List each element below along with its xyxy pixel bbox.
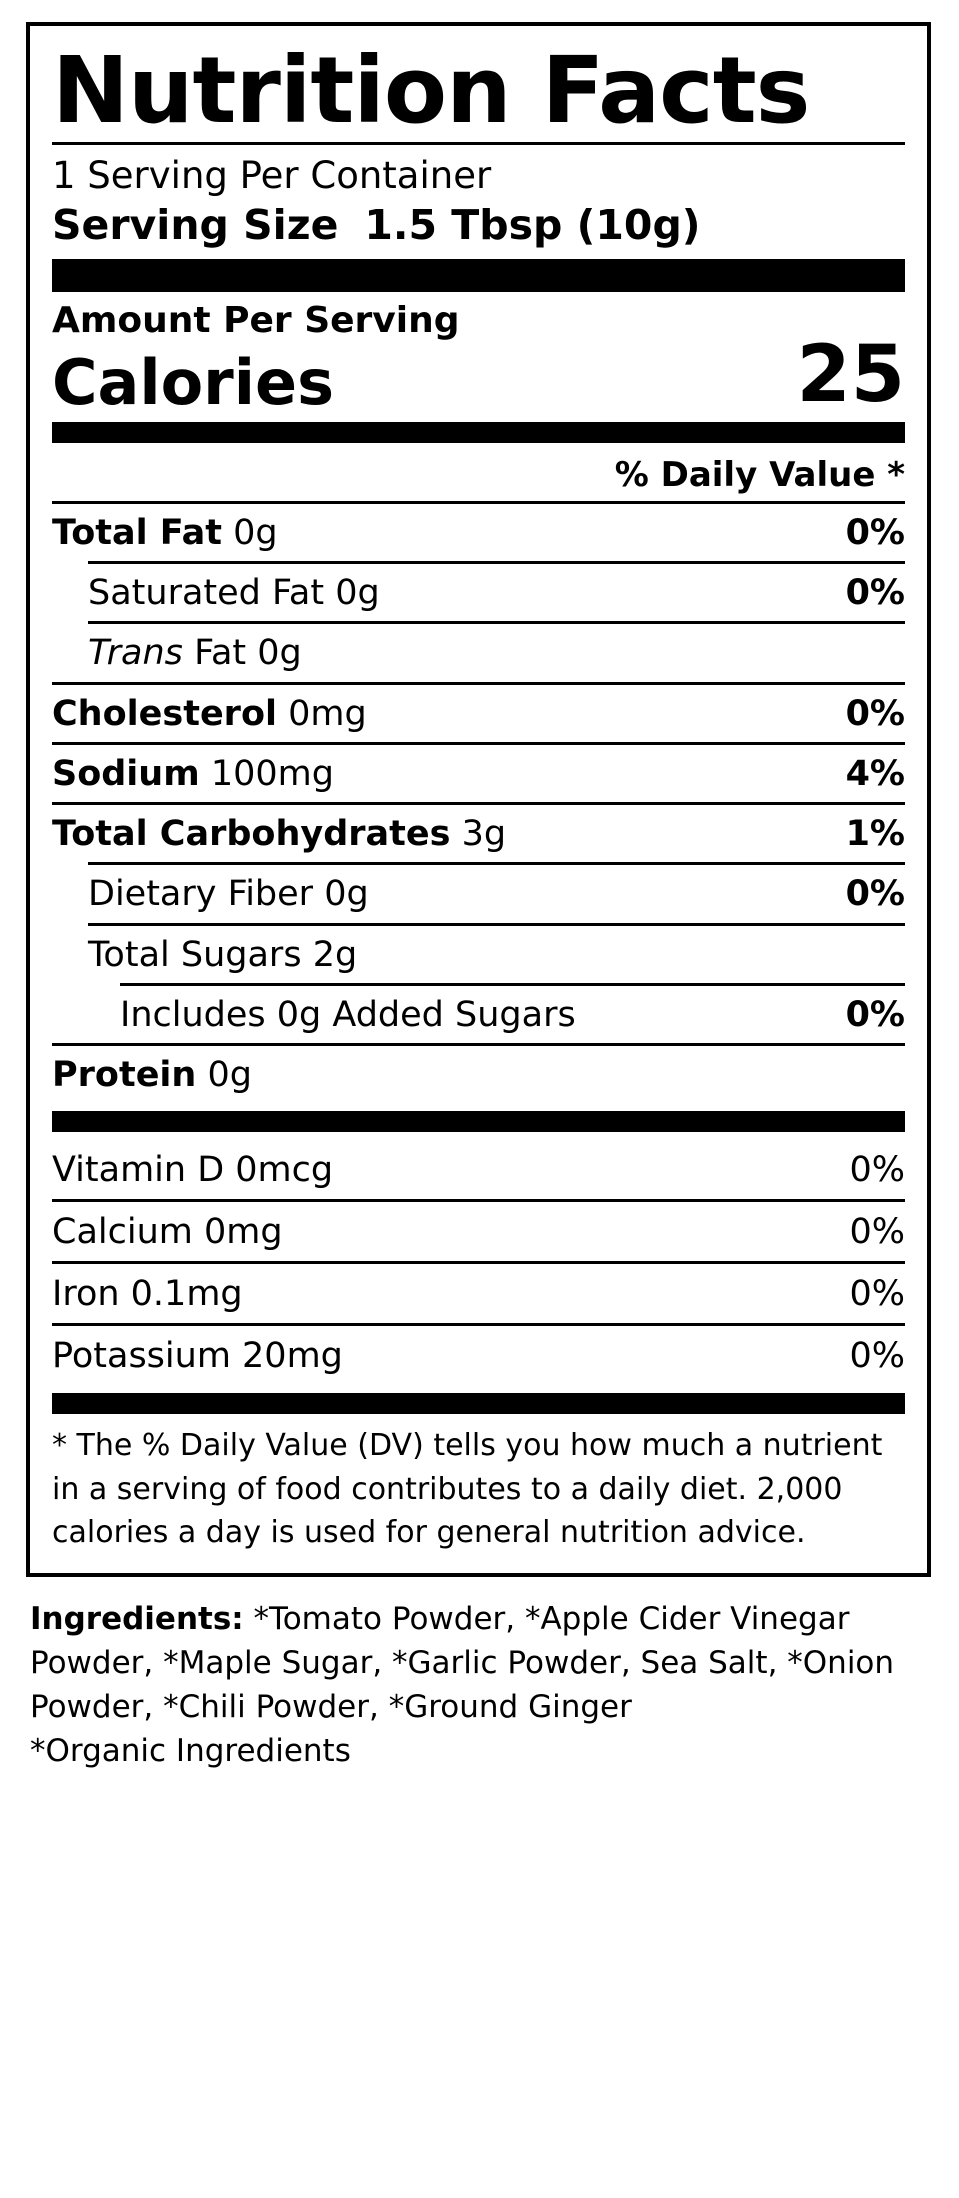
nutrient-amount: 2g xyxy=(312,934,358,975)
nutrient-amount: 0mg xyxy=(288,693,367,734)
daily-value-footnote: * The % Daily Value (DV) tells you how much a nutrient in a serving of food contributes to a daily diet. 2,000 calories a day is used for general nutrition advice. xyxy=(52,1428,883,1551)
nutrient-amount: Fat 0g xyxy=(194,633,302,674)
serving-size-row xyxy=(52,201,905,249)
calories-value: 25 xyxy=(796,329,905,420)
vitamin-row-iron xyxy=(52,1261,905,1323)
vitamin-row-calcium xyxy=(52,1199,905,1261)
nutrient-amount: 100mg xyxy=(210,753,334,794)
ingredients-label: Ingredients: xyxy=(30,1600,244,1637)
organic-ingredients-note: *Organic Ingredients xyxy=(30,1732,351,1769)
serving-size-value: 1.5 Tbsp (10g) xyxy=(364,201,701,250)
nutrient-name: Sodium xyxy=(52,753,200,794)
nutrient-name: Dietary Fiber xyxy=(88,874,314,915)
nutrient-dv: 0% xyxy=(845,573,905,614)
nutrient-dv: 0% xyxy=(845,512,905,553)
nutrient-name: Trans xyxy=(88,633,183,674)
nutrient-amount: 0g xyxy=(324,874,369,915)
nutrient-amount: 0g xyxy=(335,573,380,614)
nutrient-name: Total Carbohydrates xyxy=(52,814,451,855)
ingredients-text: *Tomato Powder, *Apple Cider Vinegar Powder, *Maple Sugar, *Garlic Powder, Sea Salt, *Onion Powder, *Chili Powder, *Ground Ginger xyxy=(30,1600,895,1725)
vitamin-row-potassium xyxy=(52,1323,905,1385)
nutrient-dv: 4% xyxy=(845,753,905,794)
calories-row xyxy=(52,329,905,420)
nutrient-row-total-sugars xyxy=(88,923,905,983)
nutrient-row-dietary-fiber xyxy=(88,862,905,922)
nutrient-dv: 0% xyxy=(845,693,905,734)
nutrient-name: Cholesterol xyxy=(52,693,277,734)
page-title: Nutrition Facts xyxy=(52,37,810,144)
thick-divider-vitamins xyxy=(52,1111,905,1132)
nutrient-name: Saturated Fat xyxy=(88,573,325,614)
nutrient-dv: 1% xyxy=(845,814,905,855)
servings-per-container: 1 Serving Per Container xyxy=(52,153,492,197)
nutrient-name: Total Fat xyxy=(52,512,223,553)
nutrient-name: Total Sugars xyxy=(88,934,302,975)
nutrient-name: Protein xyxy=(52,1055,197,1096)
nutrient-dv: 0% xyxy=(845,874,905,915)
nutrition-facts-panel xyxy=(26,22,931,1577)
amount-per-serving-label: Amount Per Serving xyxy=(52,300,460,342)
ingredients-section xyxy=(30,1597,929,1729)
vitamin-name: Calcium 0mg xyxy=(52,1212,283,1253)
vitamin-dv: 0% xyxy=(849,1274,905,1315)
nutrient-row-added-sugars xyxy=(120,983,905,1043)
serving-size-label: Serving Size xyxy=(52,201,339,250)
thick-divider-footnote xyxy=(52,1393,905,1414)
thick-divider-calories xyxy=(52,422,905,443)
nutrient-name: Includes 0g Added Sugars xyxy=(120,994,576,1035)
nutrient-row-protein xyxy=(52,1043,905,1103)
vitamin-dv: 0% xyxy=(849,1150,905,1191)
nutrient-amount: 3g xyxy=(461,814,507,855)
vitamin-name: Potassium 20mg xyxy=(52,1336,343,1377)
daily-value-header: % Daily Value * xyxy=(614,454,905,495)
nutrient-row-sodium xyxy=(52,742,905,802)
nutrient-row-cholesterol xyxy=(52,682,905,742)
nutrient-row-total-fat xyxy=(52,501,905,561)
calories-block xyxy=(52,300,905,420)
vitamin-row-vitamin-d xyxy=(52,1140,905,1199)
vitamin-dv: 0% xyxy=(849,1212,905,1253)
nutrient-row-trans-fat xyxy=(88,621,905,681)
vitamin-name: Iron 0.1mg xyxy=(52,1274,243,1315)
nutrient-amount: 0g xyxy=(207,1055,252,1096)
nutrient-amount: 0g xyxy=(233,512,278,553)
nutrient-dv: 0% xyxy=(845,994,905,1035)
thick-divider-top xyxy=(52,259,905,292)
calories-label: Calories xyxy=(52,345,334,419)
nutrient-row-total-carbohydrates xyxy=(52,802,905,862)
vitamin-name: Vitamin D 0mcg xyxy=(52,1150,334,1191)
nutrient-row-saturated-fat xyxy=(88,561,905,621)
vitamin-dv: 0% xyxy=(849,1336,905,1377)
